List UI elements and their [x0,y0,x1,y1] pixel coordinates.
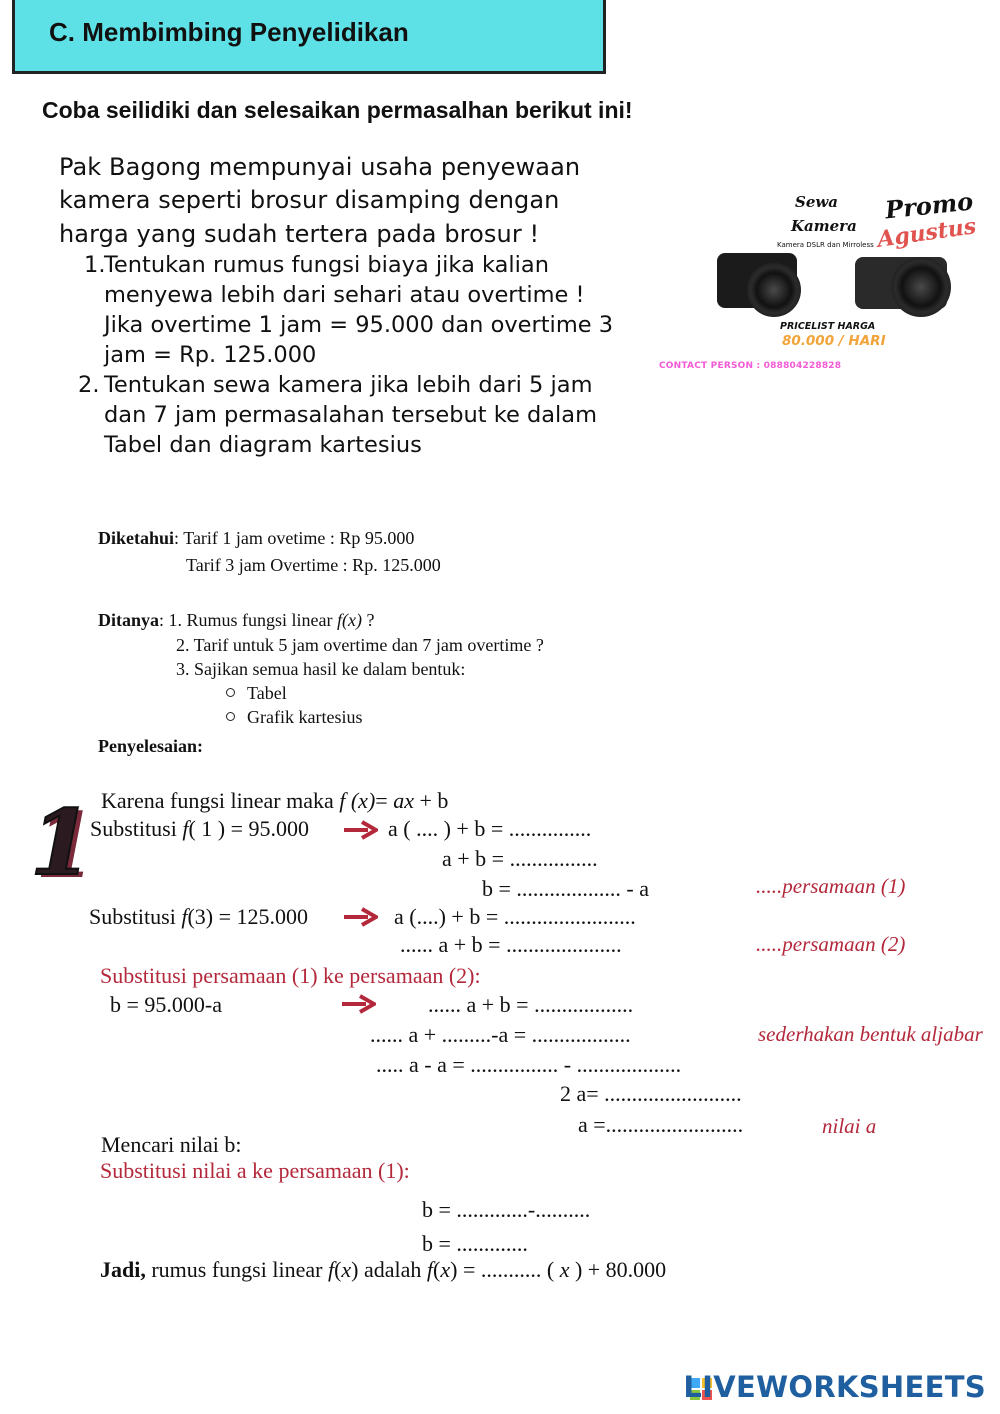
substitusi-persamaan-heading: Substitusi persamaan (1) ke persamaan (2): [100,963,481,988]
text: Substitusi [90,816,183,841]
brochure-agustus: Agustus [875,213,978,253]
liveworksheets-watermark[interactable]: LIVEWORKSHEETS [683,1370,986,1404]
sederhana-note: sederhakan bentuk aljabar [758,1022,983,1046]
b-result-2: b = ............. [422,1231,528,1256]
instruction-text: Coba seilidiki dan selesaikan permasalhan berikut ini! [42,97,633,123]
f-symbol: f [182,816,189,841]
step-r4: 2 a= ......................... [560,1081,742,1106]
text: + b [413,788,449,813]
text: ( 1 ) = 95.000 [188,816,309,841]
ditanya-label: Ditanya [98,610,160,630]
brochure-pricelist: PRICELIST HARGA [780,321,876,332]
x-symbol: x [559,1257,570,1282]
brochure-kamera: Kamera [791,217,857,235]
sub2-result: a (....) + b = ........................ [394,904,636,929]
question-2-number: 2. [78,372,100,398]
question-1-line: Tentukan rumus fungsi biaya jika kalian [104,252,549,278]
b-equation: b = 95.000-a [110,992,222,1017]
text: (3) = 125.000 [187,904,308,929]
step-r1: ...... a + b = .................. [428,992,634,1017]
jadi-label: Jadi, [100,1257,146,1282]
step-number: 1 [30,790,93,896]
camera-left-lens [747,263,801,317]
step-r5: a =......................... [578,1112,744,1137]
brochure-contact: CONTACT PERSON : 088804228828 [659,361,842,371]
sub2-result-2: ...... a + b = ..................... [400,932,622,957]
question-1-line: Jika overtime 1 jam = 95.000 dan overtime 3 [104,312,614,338]
ditanya-line-2: 2. Tarif untuk 5 jam overtime dan 7 jam overtime ? [176,635,544,655]
text: Substitusi [89,904,182,929]
f-symbol: f [181,904,188,929]
text: = [375,788,394,813]
b-result-1: b = .............-.......... [422,1197,591,1222]
sub1-result-3: b = ................... - a [482,876,649,901]
arrow-icon [340,994,376,1014]
camera-right-lens [891,257,951,317]
diketahui-block [98,528,414,549]
substitusi-a-heading: Substitusi nilai a ke persamaan (1): [100,1158,410,1183]
text: ( [433,1257,441,1282]
question-2-line: Tentukan sewa kamera jika lebih dari 5 jam [104,372,593,398]
ditanya-bullet [226,707,362,728]
substitusi-1 [90,816,309,842]
question-2-line: Tabel dan diagram kartesius [104,432,422,458]
sub1-result: a ( .... ) + b = ............... [388,816,592,841]
text: ( [334,1257,342,1282]
brochure-price: 80.000 / HARI [782,333,886,349]
solution-line-1 [101,788,448,814]
question-1-line: jam = Rp. 125.000 [104,342,317,368]
ditanya-line-3: 3. Sajikan semua hasil ke dalam bentuk: [176,659,466,679]
intro-line-1: Pak Bagong mempunyai usaha penyewaan [59,153,581,181]
x-symbol: x [440,1257,451,1282]
bullet-tabel: Tabel [247,683,287,703]
question-1-number: 1. [84,252,106,278]
diketahui-line-1: : Tarif 1 jam ovetime : Rp 95.000 [174,528,415,548]
ditanya-bullet [226,683,287,704]
fx-symbol: f(x) [337,610,362,630]
f-symbol: f [327,1257,335,1282]
camera-rental-brochure [655,185,978,385]
text: ) + 80.000 [569,1257,667,1282]
ax-symbol: ax [393,788,414,813]
question-1-line: menyewa lebih dari sehari atau overtime ! [104,282,585,308]
brochure-promo: Promo [883,186,975,225]
text: rumus fungsi linear [145,1257,328,1282]
f-symbol: f [426,1257,434,1282]
ditanya-block [98,610,375,631]
arrow-icon [342,907,378,927]
section-header [12,0,606,74]
brochure-sewa: Sewa [795,193,839,211]
step-r3: ..... a - a = ................ - ................... [376,1052,682,1077]
substitusi-2 [89,904,308,930]
penyelesaian-label: Penyelesaian: [98,736,203,756]
persamaan-1-note: .....persamaan (1) [756,874,906,898]
question-2-line: dan 7 jam permasalahan tersebut ke dalam [104,402,598,428]
diketahui-line-2: Tarif 3 jam Overtime : Rp. 125.000 [186,555,441,575]
nilai-a-note: nilai a [822,1114,877,1138]
ditanya-q-mark: ? [362,610,375,630]
brochure-subtitle: Kamera DSLR dan Mirroless [777,241,874,249]
sub1-result-2: a + b = ................ [442,846,598,871]
section-title: C. Membimbing Penyelidikan [49,17,409,47]
diketahui-label: Diketahui [98,528,175,548]
arrow-icon [342,820,378,840]
persamaan-2-note: .....persamaan (2) [756,932,906,956]
intro-line-3: harga yang sudah tertera pada brosur ! [59,220,540,248]
ditanya-line-1: : 1. Rumus fungsi linear [159,610,338,630]
x-symbol: x [341,1257,352,1282]
bullet-grafik: Grafik kartesius [247,707,363,727]
fx-symbol: f (x) [339,788,376,813]
step-r2: ...... a + .........-a = .................. [370,1022,631,1047]
mencari-b: Mencari nilai b: [101,1132,242,1157]
intro-line-2: kamera seperti brosur disamping dengan [59,186,560,214]
text: Karena fungsi linear maka [101,788,340,813]
conclusion-line [100,1257,666,1283]
text: ) adalah [351,1257,427,1282]
text: ) = ........... ( [450,1257,560,1282]
